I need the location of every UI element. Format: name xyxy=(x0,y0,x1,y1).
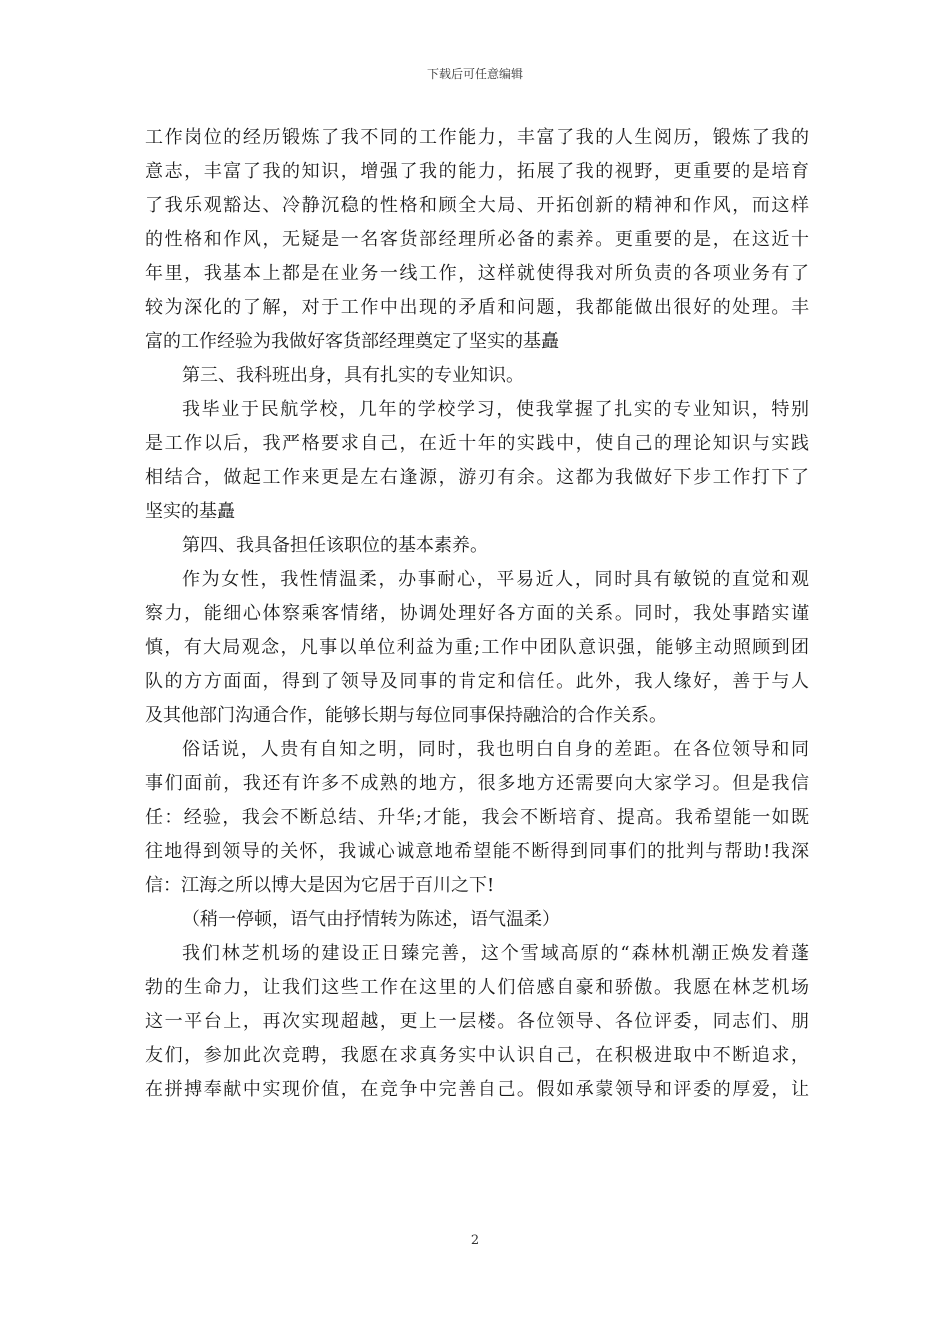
stage-direction: （稍一停顿，语气由抒情转为陈述，语气温柔） xyxy=(182,909,560,930)
text-line: 慎，有大局观念，凡事以单位利益为重;工作中团队意识强，能够主动照顾到团 xyxy=(145,637,809,658)
text-line: 任：经验，我会不断总结、升华;才能，我会不断培育、提高。我希望能一如既 xyxy=(145,807,809,828)
text-line: 及其他部门沟通合作，能够长期与每位同事保持融洽的合作关系。 xyxy=(145,705,667,726)
text-line: 在拼搏奉献中实现价值，在竞争中完善自己。假如承蒙领导和评委的厚爱，让 xyxy=(145,1079,809,1100)
section-heading: 第四、我具备担任该职位的基本素养。 xyxy=(182,535,488,556)
text-line: 年里，我基本上都是在业务一线工作，这样就使得我对所负责的各项业务有了 xyxy=(145,263,809,284)
text-line: 我毕业于民航学校，几年的学校学习，使我掌握了扎实的专业知识，特别 xyxy=(182,399,809,420)
text-line: 坚实的基矗 xyxy=(145,501,235,522)
text-line: 勃的生命力，让我们这些工作在这里的人们倍感自豪和骄傲。我愿在林芝机场 xyxy=(145,977,809,998)
text-line: 事们面前，我还有许多不成熟的地方，很多地方还需要向大家学习。但是我信 xyxy=(145,773,809,794)
text-line: 作为女性，我性情温柔，办事耐心，平易近人，同时具有敏锐的直觉和观 xyxy=(182,569,809,590)
page-number: 2 xyxy=(470,1233,480,1248)
text-line: 工作岗位的经历锻炼了我不同的工作能力，丰富了我的人生阅历，锻炼了我的 xyxy=(145,127,809,148)
text-line: 友们，参加此次竞聘，我愿在求真务实中认识自己，在积极进取中不断追求， xyxy=(145,1045,809,1066)
text-line: 察力，能细心体察乘客情绪，协调处理好各方面的关系。同时，我处事踏实谨 xyxy=(145,603,809,624)
page-header: 下载后可任意编辑 xyxy=(426,67,523,81)
text-line: 的性格和作风，无疑是一名客货部经理所必备的素养。更重要的是，在这近十 xyxy=(145,229,809,250)
text-line: 我们林芝机场的建设正日臻完善，这个雪域高原的“森林机潮正焕发着蓬 xyxy=(182,943,809,964)
text-line: 了我乐观豁达、冷静沉稳的性格和顾全大局、开拓创新的精神和作风，而这样 xyxy=(145,195,809,216)
text-line: 信：江海之所以博大是因为它居于百川之下! xyxy=(145,875,495,896)
text-line: 意志，丰富了我的知识，增强了我的能力，拓展了我的视野，更重要的是培育 xyxy=(145,161,809,182)
text-line: 这一平台上，再次实现超越，更上一层楼。各位领导、各位评委，同志们、朋 xyxy=(145,1011,809,1032)
text-line: 较为深化的了解，对于工作中出现的矛盾和问题，我都能做出很好的处理。丰 xyxy=(145,297,809,318)
text-line: 富的工作经验为我做好客货部经理奠定了坚实的基矗 xyxy=(145,331,559,352)
text-line: 俗话说，人贵有自知之明，同时，我也明白自身的差距。在各位领导和同 xyxy=(182,739,809,760)
text-line: 往地得到领导的关怀，我诚心诚意地希望能不断得到同事们的批判与帮助!我深 xyxy=(145,841,809,862)
text-line: 是工作以后，我严格要求自己，在近十年的实践中，使自己的理论知识与实践 xyxy=(145,433,809,454)
document-body xyxy=(145,121,809,1107)
text-line: 相结合，做起工作来更是左右逢源，游刃有余。这都为我做好下步工作打下了 xyxy=(145,467,809,488)
text-line: 队的方方面面，得到了领导及同事的肯定和信任。此外，我人缘好，善于与人 xyxy=(145,671,809,692)
section-heading: 第三、我科班出身，具有扎实的专业知识。 xyxy=(182,365,524,386)
